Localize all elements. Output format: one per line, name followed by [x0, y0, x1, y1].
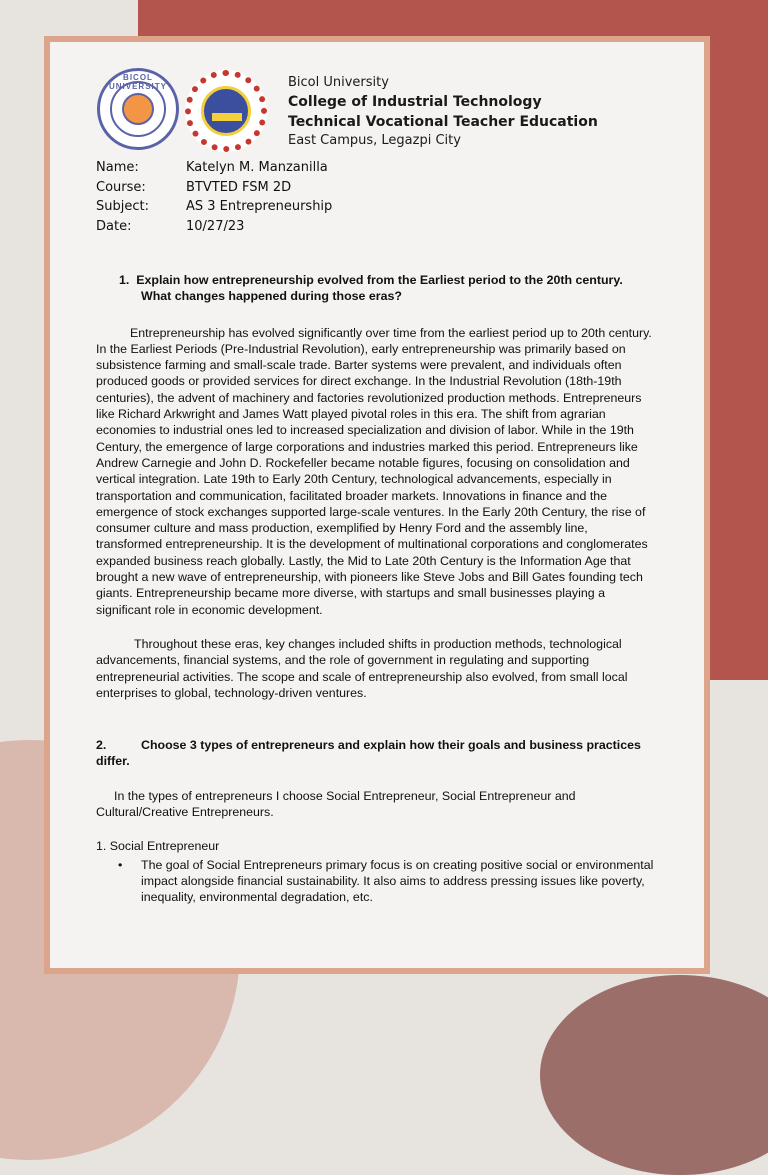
answer-1-paragraph-2: Throughout these eras, key changes included shifts in production methods, technological advancements, financial systems, and the role of government in regulating and supporting entrepreneurial activities. The scope and scale of entrepreneurship also evolved, from small local enterprises to global, technology-driven ventures.: [96, 636, 628, 700]
question-2-text: Choose 3 types of entrepreneurs and explain how their goals and business practices differ.: [96, 738, 641, 769]
info-row-subject: [96, 197, 332, 217]
student-info: [96, 158, 332, 236]
entrepreneur-type-1-text: The goal of Social Entrepreneurs primary focus is on creating positive social or environmental impact alongside financial sustainability. It also aims to address pressing issues like poverty, inequality, environmental degradation, etc.: [141, 857, 654, 905]
logo-text: BICOL UNIVERSITY: [108, 73, 167, 91]
answer-1-paragraph-1: Entrepreneurship has evolved significantly over time from the earliest period up to 20th century. In the Earliest Periods (Pre-Industrial Revolution), early entrepreneurship was primarily based on subsistence farming and small-scale trade. Barter systems were prevalent, and individuals often produced goods or provided services for direct exchange. In the Industrial Revolution (18th-19th centuries), the advent of machinery and factories revolutionized production methods. Entrepreneurs like Richard Arkwright and James Watt played pivotal roles in this era. The shift from agrarian economies to industrial ones led to increased specialization and division of labor. While in the 19th Century, the emergence of large corporations and industries marked this period. Entrepreneurs like Andrew Carnegie and John D. Rockefeller became notable figures, focusing on consolidation and vertical integration. Late 19th to Early 20th Century, technological advancements, especially in transportation and communication, facilitated broader markets. Innovations in finance and the emergence of stock exchanges supported large-scale ventures. In the Early 20th Century, the rise of consumer culture and mass production, exemplified by Henry Ford and the assembly line, transformed entrepreneurship. It is the development of multinational corporations and conglomerates expanded business reach globally. Lastly, the Mid to Late 20th Century is the Information Age that brought a new wave of entrepreneurship, with pioneers like Steve Jobs and Bill Gates founding tech giants. Entrepreneurship became more diverse, with startups and small businesses playing a significant role in economic development.: [96, 325, 652, 617]
background-shape-brown: [540, 975, 768, 1175]
logo-emblem: [201, 86, 251, 136]
question-2: [96, 737, 656, 770]
logo-core: [122, 93, 154, 125]
entrepreneur-type-1-bullet: [96, 857, 656, 906]
bullet-icon: •: [118, 857, 123, 872]
entrepreneur-type-1-title: 1. Social Entrepreneur: [96, 839, 220, 854]
answer-2-intro: In the types of entrepreneurs I choose Social Entrepreneur, Social Entrepreneur and Cultural/Creative Entrepreneurs.: [96, 788, 576, 820]
date-value: 10/27/23: [186, 218, 245, 234]
date-label: Date:: [96, 218, 132, 234]
info-row-date: [96, 217, 332, 237]
question-1: [96, 272, 656, 305]
subject-label: Subject:: [96, 199, 149, 214]
department-name: Technical Vocational Teacher Education: [288, 114, 598, 130]
course-label: Course:: [96, 179, 146, 195]
question-1-number: 1.: [119, 273, 130, 287]
name-value: Katelyn M. Manzanilla: [186, 160, 328, 175]
college-name: College of Industrial Technology: [288, 94, 542, 110]
name-label: Name:: [96, 160, 139, 175]
institution-heading: [288, 74, 598, 150]
question-1-text: Explain how entrepreneurship evolved from the Earliest period to the 20th century. What changes happened during those eras?: [136, 273, 623, 304]
document-body: [96, 272, 656, 906]
campus-name: East Campus, Legazpi City: [288, 133, 461, 148]
college-logo: [185, 70, 267, 152]
logo-stripe: [212, 113, 242, 121]
subject-value: AS 3 Entrepreneurship: [186, 199, 333, 214]
document-page: [44, 36, 710, 974]
question-2-number: 2.: [96, 738, 107, 753]
info-row-course: [96, 178, 332, 198]
university-name: Bicol University: [288, 75, 389, 90]
info-row-name: [96, 158, 332, 178]
bicol-university-logo: [97, 68, 179, 150]
course-value: BTVTED FSM 2D: [186, 179, 292, 195]
